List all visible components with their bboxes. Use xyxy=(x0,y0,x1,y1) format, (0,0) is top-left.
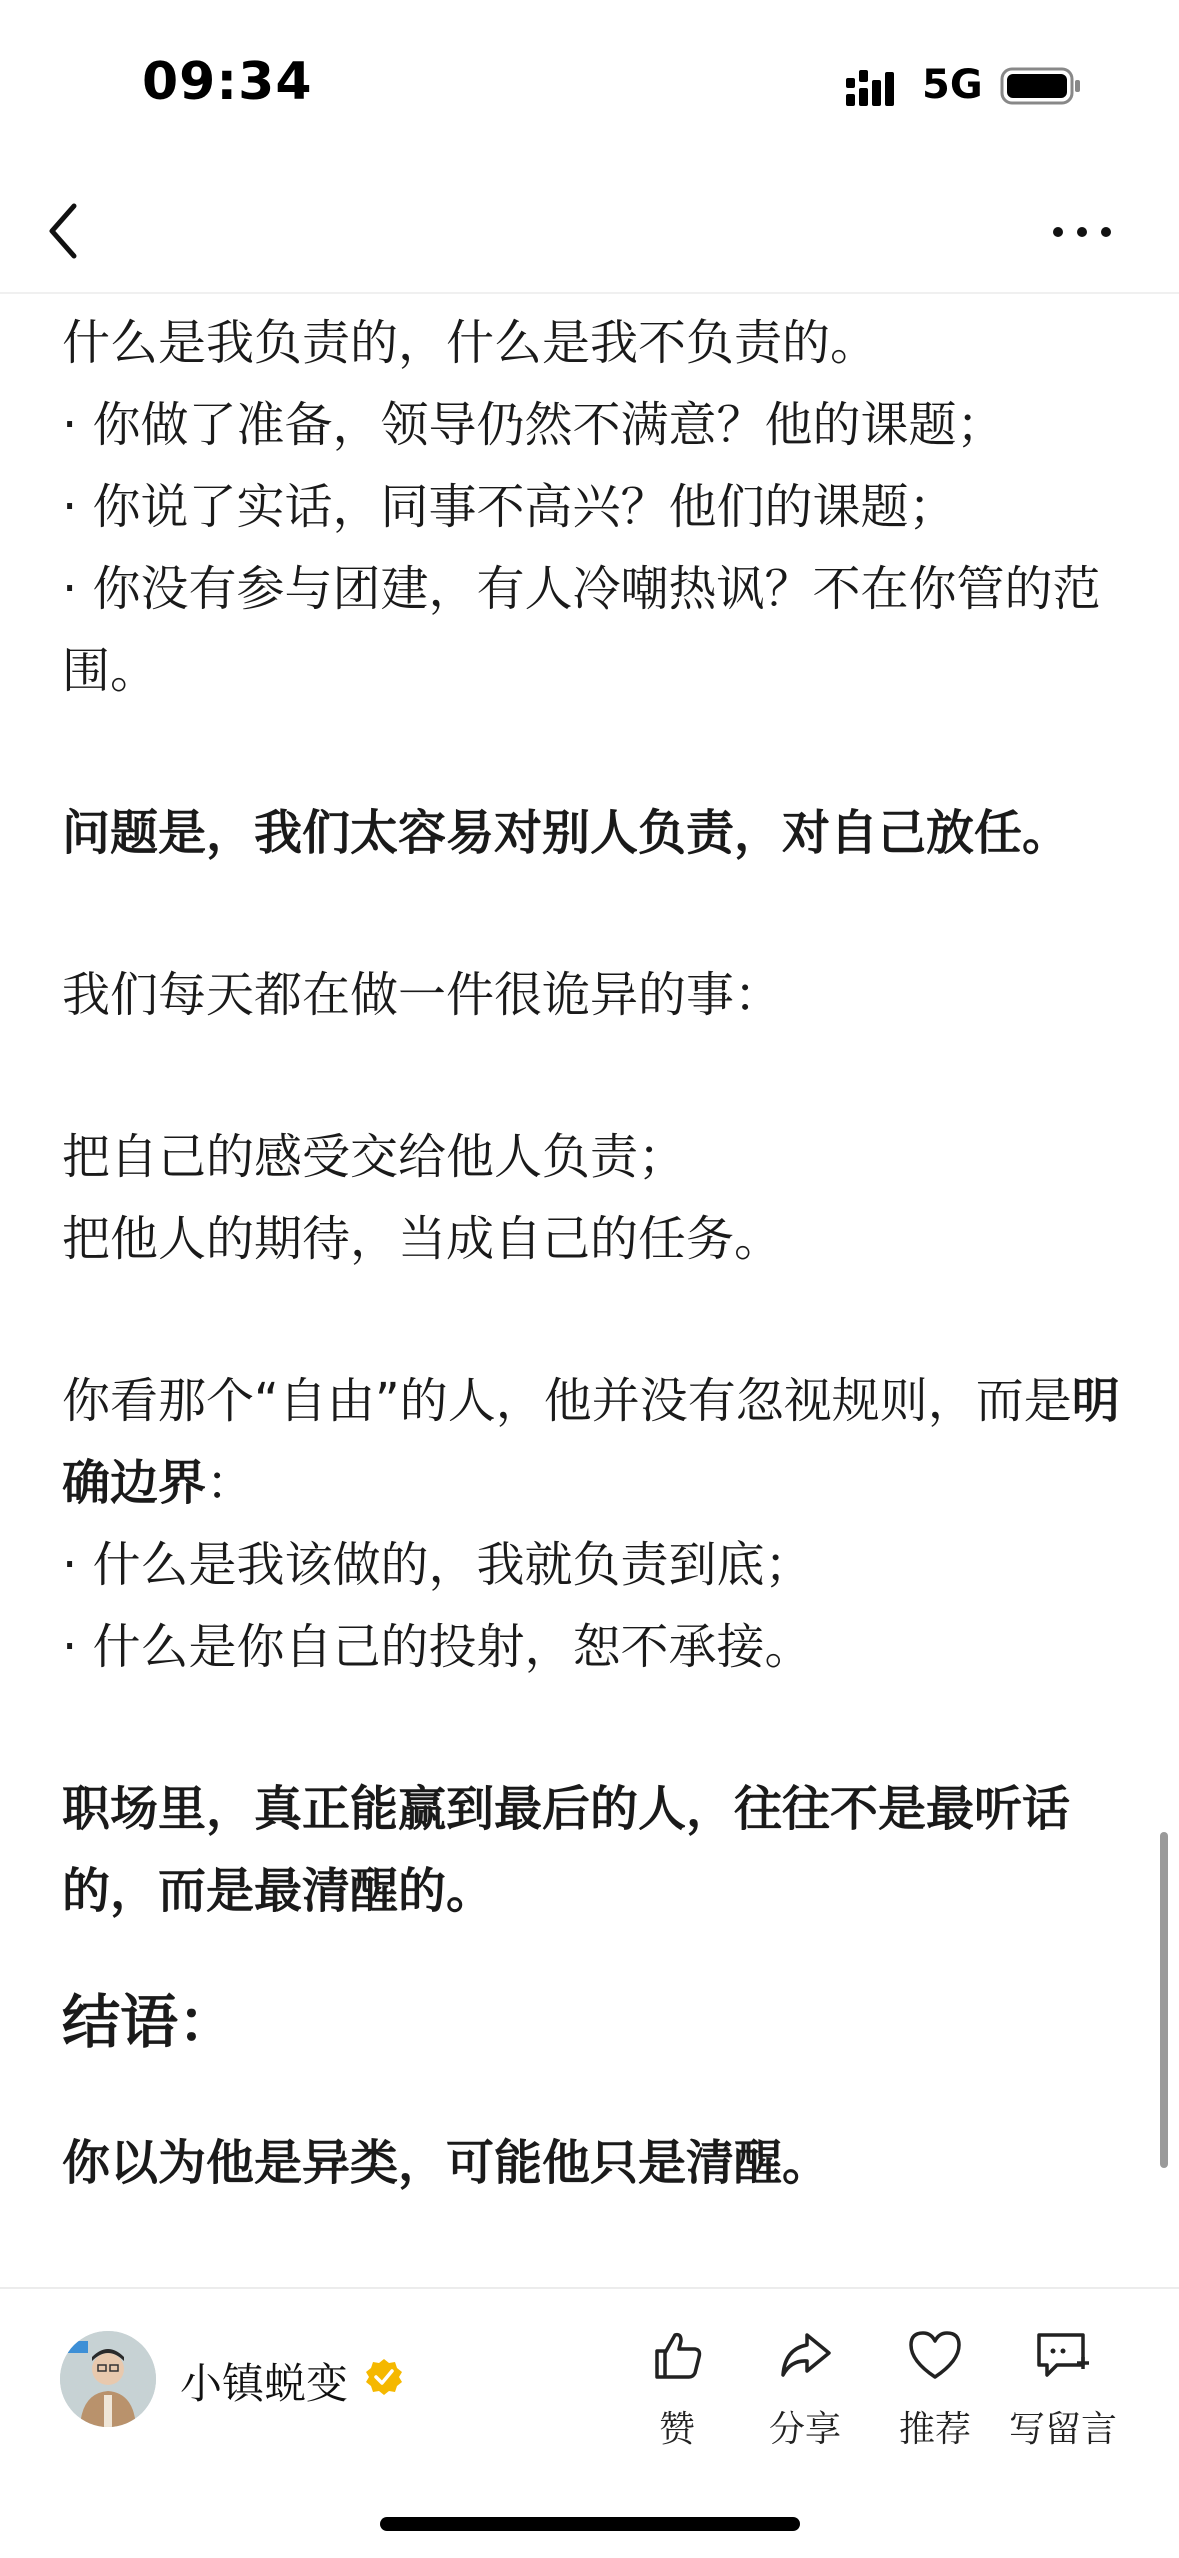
thumbs-up-icon xyxy=(647,2325,707,2385)
bullet-item: · 什么是我该做的，我就负责到底； xyxy=(62,1537,813,1593)
paragraph: 我们每天都在做一件很诡异的事： xyxy=(62,967,783,1023)
network-type: 5G xyxy=(922,62,983,108)
scrollbar[interactable] xyxy=(1160,1832,1168,2168)
recommend-button[interactable] xyxy=(880,2325,990,2452)
bottom-toolbar xyxy=(0,2287,1179,2558)
bold-paragraph: 职场里，真正能赢到最后的人，往往不是最听话的，而是最清醒的。 xyxy=(62,1781,1071,1919)
like-label: 赞 xyxy=(658,2409,695,2450)
comment-button[interactable] xyxy=(1008,2325,1118,2452)
bold-paragraph: 你以为他是异类，可能他只是清醒。 xyxy=(62,2135,831,2191)
avatar[interactable] xyxy=(60,2331,156,2427)
paragraph: 把自己的感受交给他人负责； xyxy=(62,1129,687,1185)
status-bar xyxy=(0,0,1179,170)
bullet-item: · 什么是你自己的投射，恕不承接。 xyxy=(62,1619,813,1675)
bullet-item: · 你没有参与团建，有人冷嘲热讽？不在你管的范围。 xyxy=(62,561,1101,699)
section-heading: 结语： xyxy=(62,1988,237,2056)
verified-badge-icon xyxy=(364,2357,404,2397)
bullet-item: · 你做了准备，领导仍然不满意？他的课题； xyxy=(62,397,1005,453)
paragraph: 什么是我负责的，什么是我不负责的。 xyxy=(62,315,879,371)
paragraph-text: 你看那个“自由”的人，他并没有忽视规则，而是 xyxy=(62,1373,1072,1429)
paragraph-text: ： xyxy=(206,1455,255,1511)
battery-icon xyxy=(1000,66,1082,106)
emphasis-text: 明确边界 xyxy=(62,1373,1120,1511)
share-label: 分享 xyxy=(768,2409,841,2450)
nav-bar xyxy=(0,170,1179,294)
heart-icon xyxy=(905,2325,965,2385)
author-name[interactable]: 小镇蜕变 xyxy=(180,2359,349,2408)
back-arrow-icon[interactable] xyxy=(40,198,90,264)
share-button[interactable] xyxy=(750,2325,860,2452)
paragraph: 把他人的期待，当成自己的任务。 xyxy=(62,1211,783,1267)
more-options-icon[interactable] xyxy=(1050,210,1114,254)
comment-label: 写留言 xyxy=(1008,2409,1117,2450)
signal-icon xyxy=(846,68,906,110)
like-button[interactable] xyxy=(622,2325,732,2452)
bold-paragraph: 问题是，我们太容易对别人负责，对自己放任。 xyxy=(62,805,1071,861)
status-time: 09:34 xyxy=(142,52,313,112)
paragraph xyxy=(62,1360,1122,1524)
share-arrow-icon xyxy=(775,2325,835,2385)
comment-add-icon xyxy=(1033,2325,1093,2385)
home-indicator[interactable] xyxy=(380,2517,800,2531)
recommend-label: 推荐 xyxy=(898,2409,971,2450)
article-body xyxy=(0,292,1179,2287)
bullet-item: · 你说了实话，同事不高兴？他们的课题； xyxy=(62,479,957,535)
